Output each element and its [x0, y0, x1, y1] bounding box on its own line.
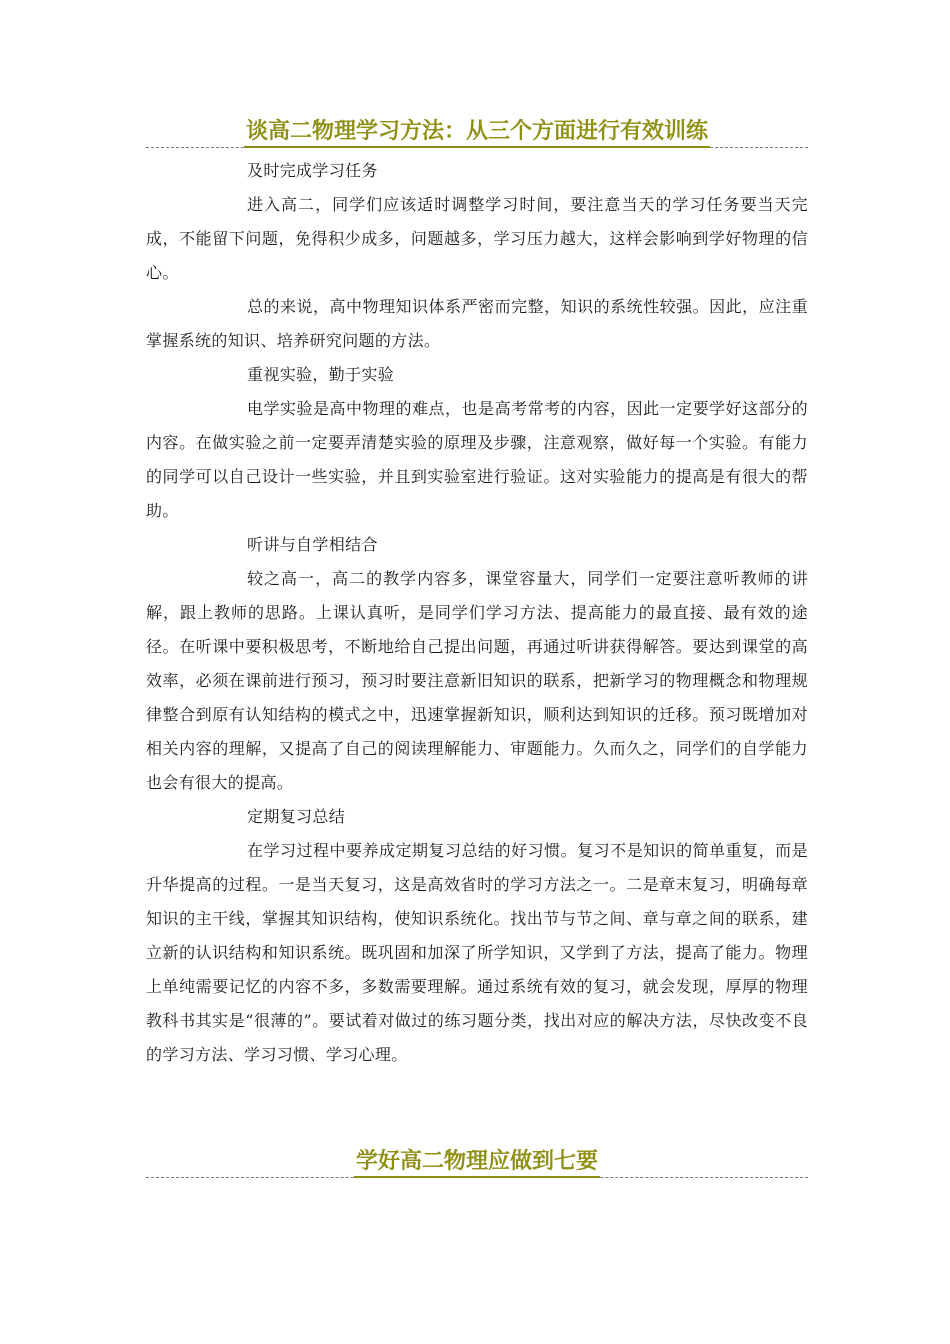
section-heading: 定期复习总结	[247, 807, 346, 826]
article-title-row	[146, 116, 808, 152]
paragraph: 电学实验是高中物理的难点，也是高考常考的内容，因此一定要学好这部分的内容。在做实验之前一定要弄清楚实验的原理及步骤，注意观察，做好每一个实验。有能力的同学可以自己设计一些实验，并且到实验室进行验证。这对实验能力的提高是有很大的帮助。	[146, 399, 808, 520]
paragraph: 总的来说，高中物理知识体系严密而完整，知识的系统性较强。因此，应注重掌握系统的知识、培养研究问题的方法。	[146, 297, 808, 350]
section-heading: 及时完成学习任务	[247, 161, 378, 180]
next-article-title[interactable]: 学好高二物理应做到七要	[354, 1148, 600, 1178]
paragraph: 在学习过程中要养成定期复习总结的好习惯。复习不是知识的简单重复，而是升华提高的过程。一是当天复习，这是高效省时的学习方法之一。二是章末复习，明确每章知识的主干线，掌握其知识结构，使知识系统化。找出节与节之间、章与章之间的联系，建立新的认识结构和知识系统。既巩固和加深了所学知识，又学到了方法，提高了能力。物理上单纯需要记忆的内容不多，多数需要理解。通过系统有效的复习，就会发现，厚厚的物理教科书其实是“很薄的”。要试着对做过的练习题分类，找出对应的解决方法，尽快改变不良的学习方法、学习习惯、学习心理。	[146, 841, 808, 1064]
paragraph: 进入高二，同学们应该适时调整学习时间，要注意当天的学习任务要当天完成，不能留下问题，免得积少成多，问题越多，学习压力越大，这样会影响到学好物理的信心。	[146, 195, 808, 282]
article-title[interactable]: 谈高二物理学习方法：从三个方面进行有效训练	[244, 118, 710, 148]
paragraph: 较之高一，高二的教学内容多，课堂容量大，同学们一定要注意听教师的讲解，跟上教师的思路。上课认真听，是同学们学习方法、提高能力的最直接、最有效的途径。在听课中要积极思考，不断地给自己提出问题，再通过听讲获得解答。要达到课堂的高效率，必须在课前进行预习，预习时要注意新旧知识的联系，把新学习的物理概念和物理规律整合到原有认知结构的模式之中，迅速掌握新知识，顺利达到知识的迁移。预习既增加对相关内容的理解，又提高了自己的阅读理解能力、审题能力。久而久之，同学们的自学能力也会有很大的提高。	[146, 569, 808, 792]
next-article-title-row	[146, 1146, 808, 1182]
article-body	[146, 154, 808, 1072]
section-heading: 听讲与自学相结合	[247, 535, 378, 554]
section-heading: 重视实验，勤于实验	[247, 365, 395, 384]
